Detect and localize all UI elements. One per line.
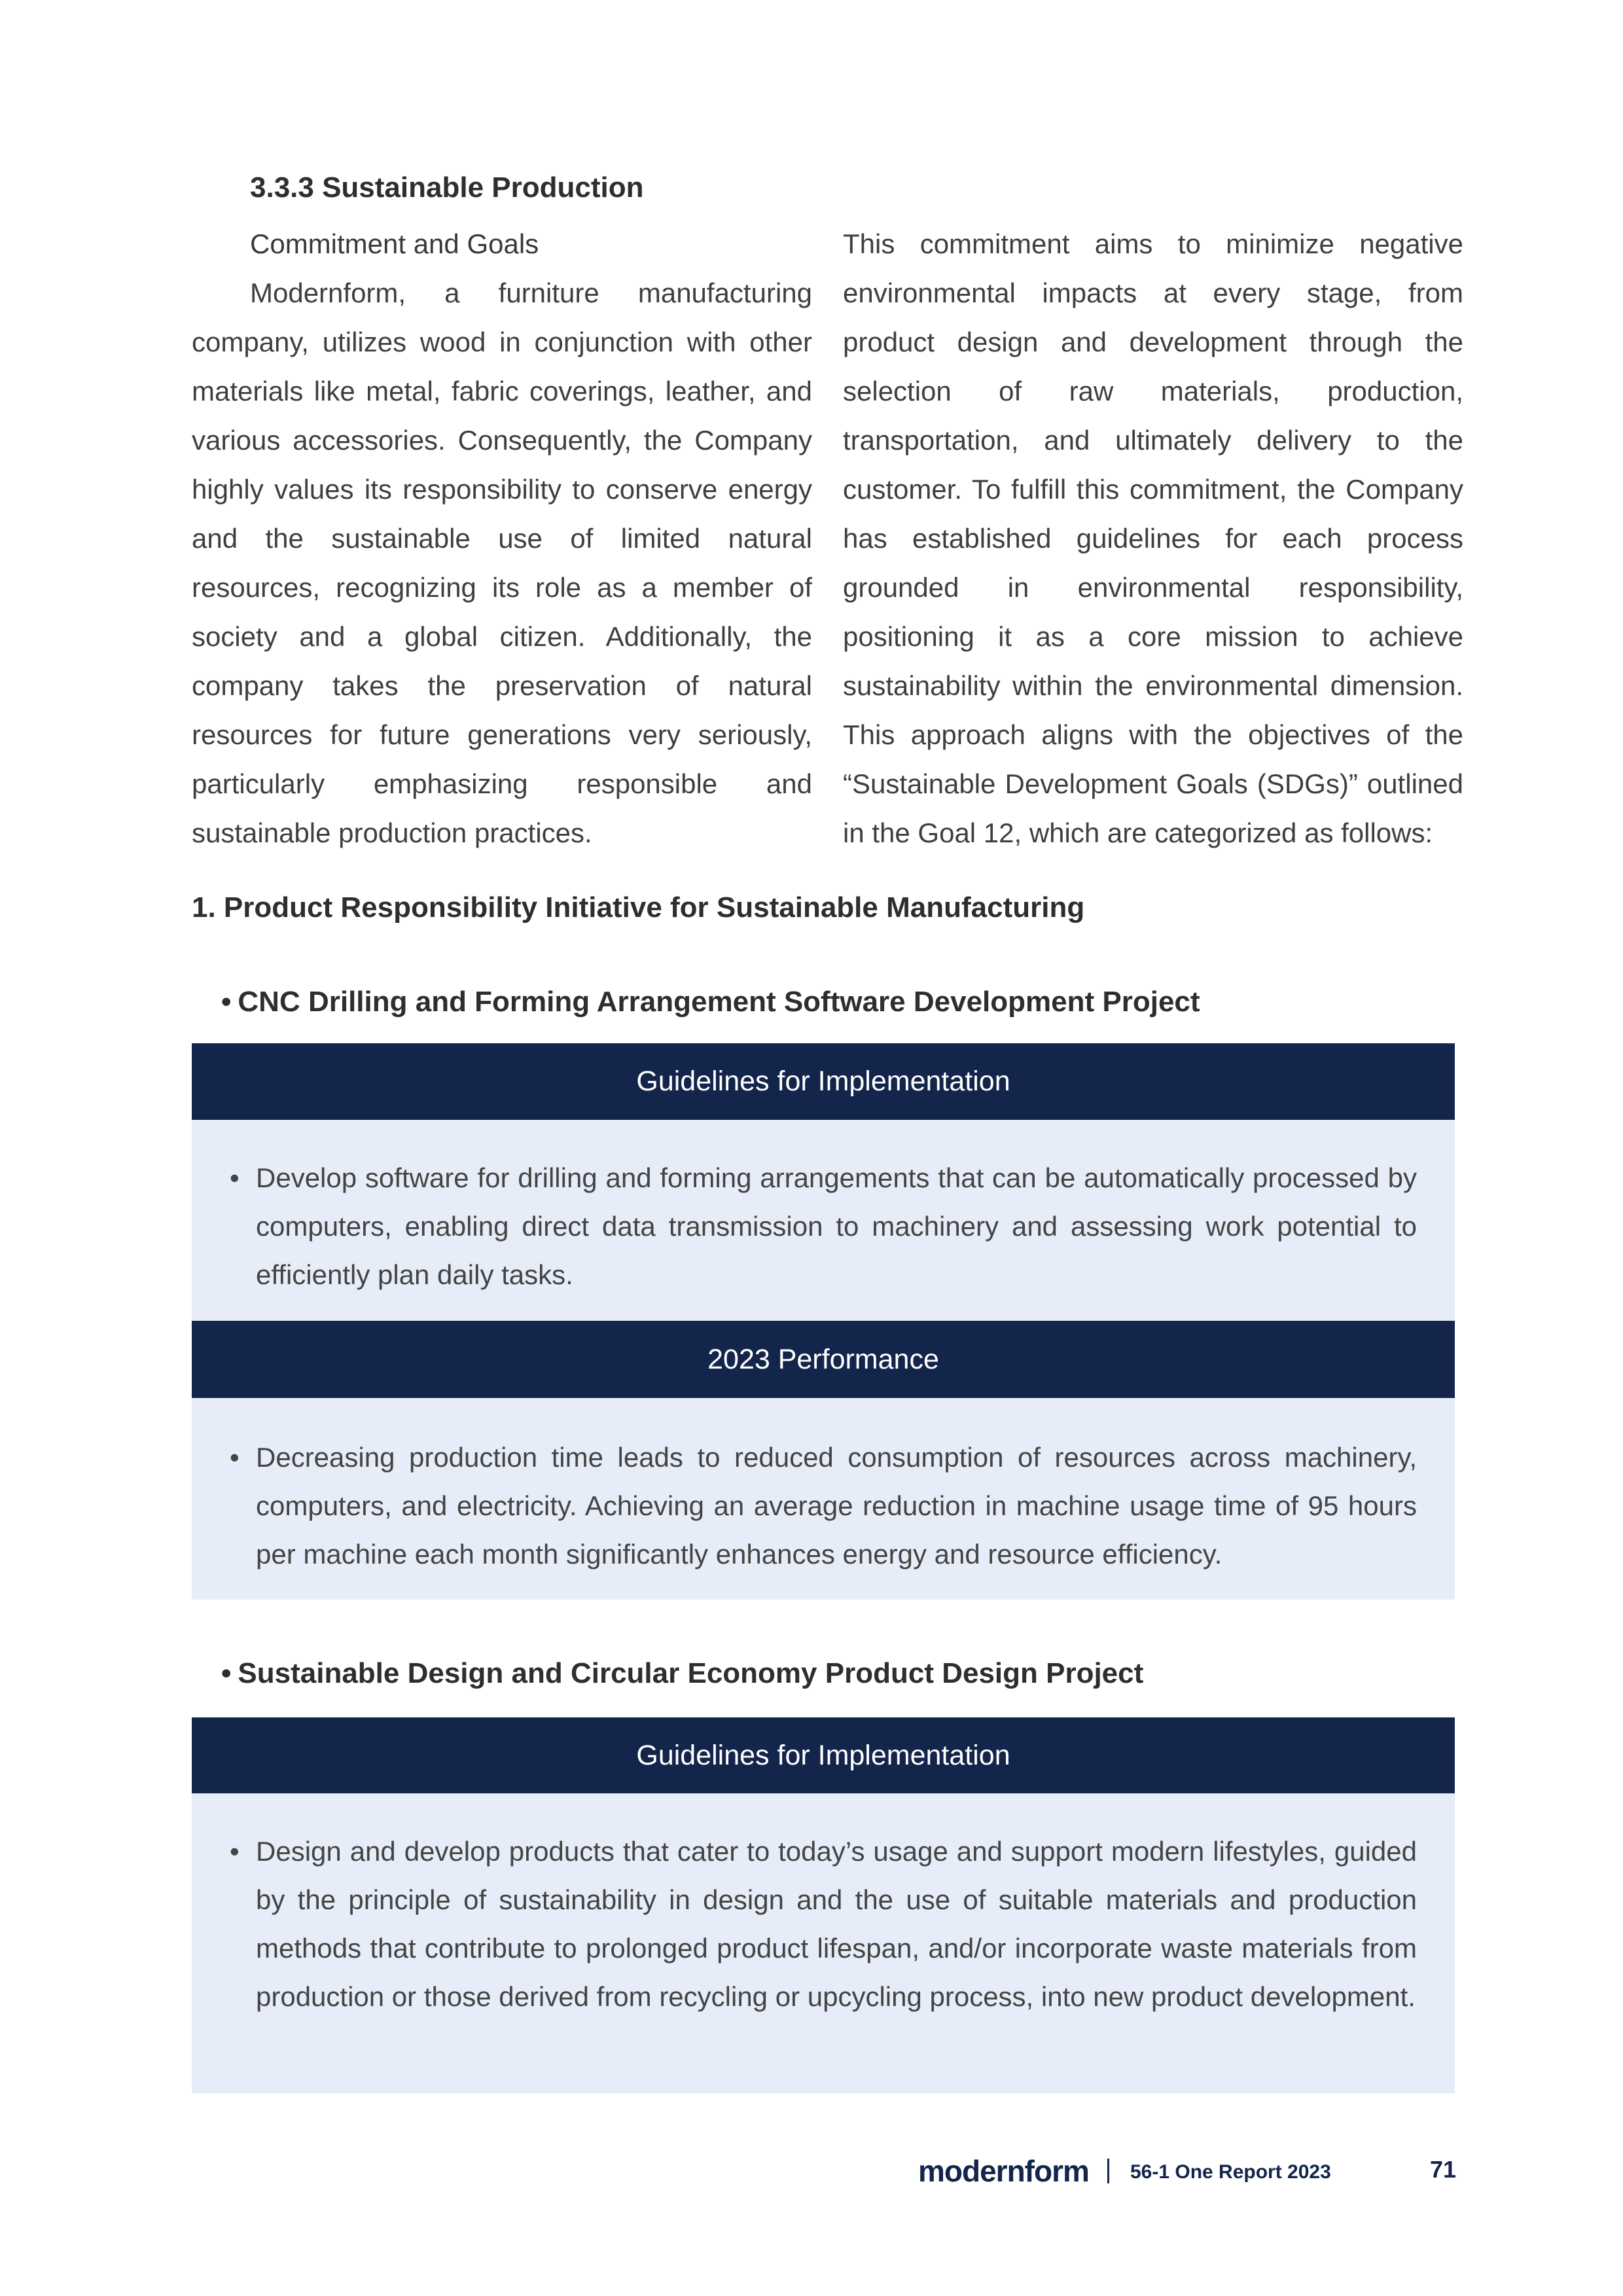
page-number: 71 <box>1430 2156 1457 2183</box>
project-title-design <box>221 1657 1143 1690</box>
section-heading: 3.3.3 Sustainable Production <box>250 171 644 204</box>
list-item <box>230 1827 1417 2021</box>
bullet: • <box>221 1657 232 1689</box>
footer-divider <box>1107 2159 1109 2183</box>
guidelines-box <box>192 1120 1455 1321</box>
performance-label: 2023 Performance <box>707 1343 939 1375</box>
project-title-text: CNC Drilling and Forming Arrangement Software Development Project <box>238 986 1200 1018</box>
performance-band <box>192 1321 1455 1398</box>
bullet: • <box>230 1836 240 1867</box>
left-paragraph: Modernform, a furniture manufacturing company, utilizes wood in conjunction with other materials like metal, fabric coverings, leather, and various accessories. Consequently, the Company highly values its responsibility to conserve energy and the sustainable use of limited natural resources, recognizing its role as a member of society and a global citizen. Additionally, the company takes the preservation of natural resources for future generations very seriously, particularly emphasizing responsible and sustainable production practices. <box>192 278 812 848</box>
project-title-text: Sustainable Design and Circular Economy Product Design Project <box>238 1657 1144 1689</box>
modernform-logo: modernform <box>918 2154 1089 2188</box>
project-title-cnc <box>221 986 1200 1018</box>
performance-box <box>192 1398 1455 1600</box>
bullet: • <box>221 986 232 1018</box>
guidelines-label: Guidelines for Implementation <box>636 1739 1010 1771</box>
bullet: • <box>230 1442 240 1473</box>
guidelines-text: Design and develop products that cater to today’s usage and support modern lifestyles, guided by the principle of sustainability in design and the use of suitable materials and production methods that contribute to prolonged product lifespan, and/or incorporate waste materials from production or those derived from recycling or upcycling process, into new product development. <box>256 1836 1417 2012</box>
commitment-subheading: Commitment and Goals <box>250 228 539 259</box>
guidelines-band <box>192 1717 1455 1793</box>
guidelines-box <box>192 1793 1455 2093</box>
report-label: 56-1 One Report 2023 <box>1130 2161 1331 2183</box>
initiative-heading: 1. Product Responsibility Initiative for Sustainable Manufacturing <box>192 891 1085 924</box>
performance-text: Decreasing production time leads to reduced consumption of resources across machinery, computers, and electricity. Achieving an average reduction in machine usage time of 95 hours per machine each month significantly enhances energy and resource efficiency. <box>256 1442 1417 1570</box>
page-footer <box>0 2153 1623 2193</box>
right-column <box>843 219 1463 857</box>
bullet: • <box>230 1162 240 1193</box>
list-item <box>230 1154 1417 1299</box>
guidelines-text: Develop software for drilling and forming arrangements that can be automatically processed by computers, enabling direct data transmission to machinery and assessing work potential to efficiently plan daily tasks. <box>256 1162 1417 1290</box>
list-item <box>230 1433 1417 1579</box>
guidelines-label: Guidelines for Implementation <box>636 1066 1010 1097</box>
guidelines-band <box>192 1043 1455 1120</box>
left-column <box>192 219 812 857</box>
right-paragraph: This commitment aims to minimize negative environmental impacts at every stage, from product design and development through the selection of raw materials, production, transportation, and ultimately delivery to the customer. To fulfill this commitment, the Company has established guidelines for each process grounded in environmental responsibility, positioning it as a core mission to achieve sustainability within the environmental dimension. This approach aligns with the objectives of the “Sustainable Development Goals (SDGs)” outlined in the Goal 12, which are categorized as follows: <box>843 228 1463 848</box>
